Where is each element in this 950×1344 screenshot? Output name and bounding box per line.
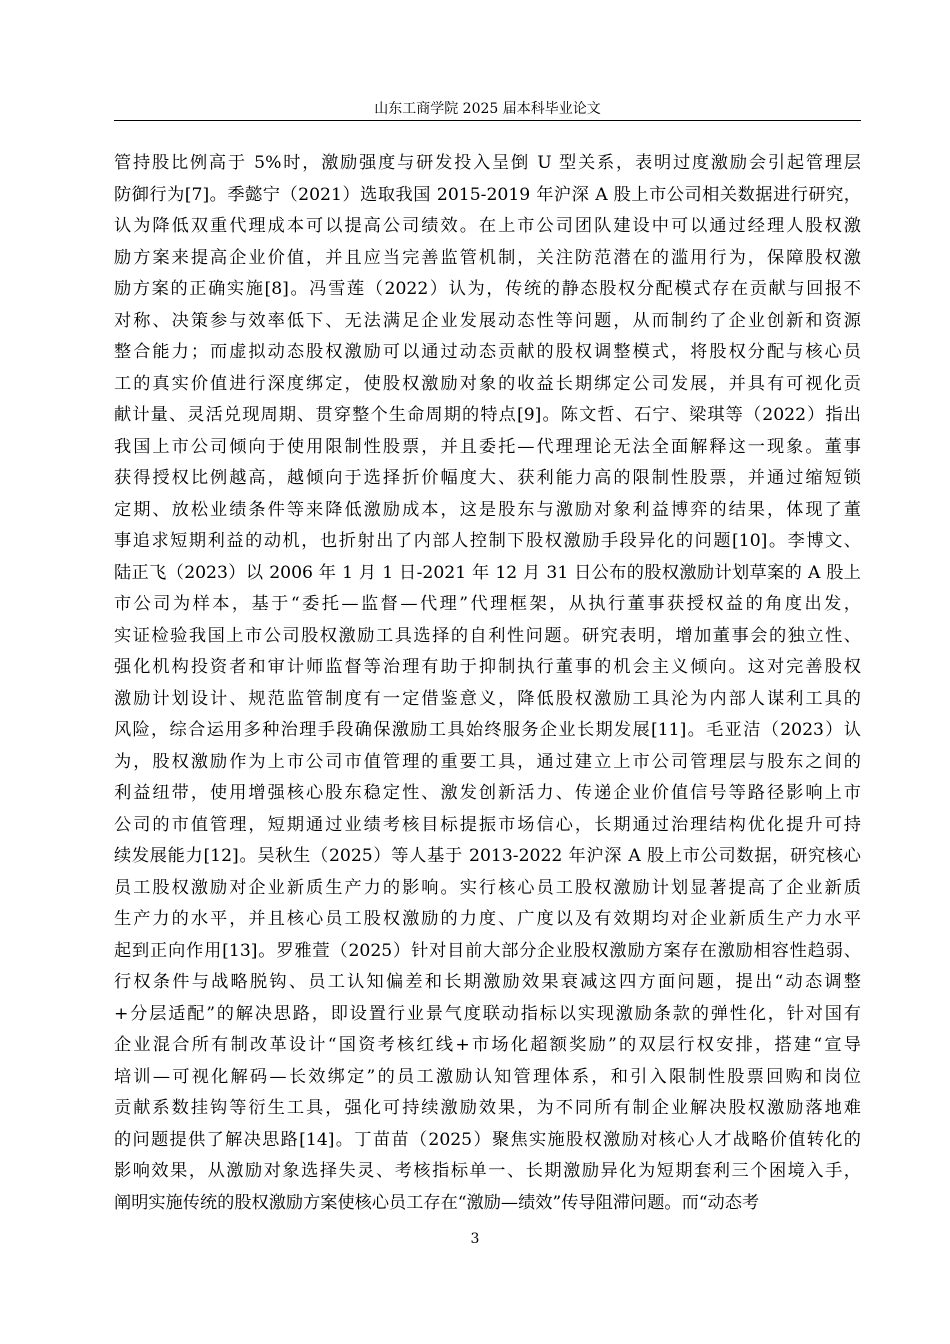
body-line: 实证检验我国上市公司股权激励工具选择的自利性问题。研究表明，增加董事会的独立性、 [114,625,861,646]
body-line: 对称、决策参与效率低下、无法满足企业发展动态性等问题，从而制约了企业创新和资源 [114,310,861,331]
body-line: 获得授权比例越高，越倾向于选择折价幅度大、获利能力高的限制性股票，并通过缩短锁 [114,468,861,488]
body-line: 起到正向作用[13]。罗雅萱（2025）针对目前大部分企业股权激励方案存在激励相容性趋弱、 [114,940,861,961]
page-number: 3 [470,1231,480,1247]
body-line: 公司的市值管理，短期通过业绩考核目标提振市场信心，长期通过治理结构优化提升可持 [114,814,861,835]
body-line: 事追求短期利益的动机，也折射出了内部人控制下股权激励手段异化的问题[10]。李博文、 [114,531,861,551]
body-line: 强化机构投资者和审计师监督等治理有助于抑制执行董事的机会主义倾向。这对完善股权 [114,657,861,677]
body-line: 培训—可视化解码—长效绑定”的员工激励认知管理体系，和引入限制性股票回购和岗位 [114,1066,861,1087]
body-line: 行权条件与战略脱钩、员工认知偏差和长期激励效果衰减这四方面问题，提出“动态调整 [114,972,861,992]
body-line: 励方案来提高企业价值，并且应当完善监管机制，关注防范潜在的滥用行为，保障股权激 [114,247,861,268]
body-line: +分层适配”的解决思路，即设置行业景气度联动指标以实现激励条款的弹性化，针对国有 [114,1003,861,1024]
page-header: 山东工商学院 2025 届本科毕业论文 [374,101,601,117]
body-line: 我国上市公司倾向于使用限制性股票，并且委托—代理理论无法全面解释这一现象。董事 [114,436,861,457]
body-line: 贡献系数挂钩等衍生工具，强化可持续激励效果，为不同所有制企业解决股权激励落地难 [114,1098,861,1118]
body-line: 续发展能力[12]。吴秋生（2025）等人基于 2013-2022 年沪深 A 股上市公司数据，研究核心 [114,846,861,866]
body-line: 认为降低双重代理成本可以提高公司绩效。在上市公司团队建设中可以通过经理人股权激 [114,216,861,236]
body-line: 的问题提供了解决思路[14]。丁苗苗（2025）聚焦实施股权激励对核心人才战略价值转化的 [114,1129,861,1150]
body-line: 市公司为样本，基于“委托—监督—代理”代理框架，从执行董事获授权益的角度出发， [114,594,861,614]
body-line: 整合能力；而虚拟动态股权激励可以通过动态贡献的股权调整模式，将股权分配与核心员 [114,342,861,362]
body-line: 生产力的水平，并且核心员工股权激励的力度、广度以及有效期均对企业新质生产力水平 [114,909,861,929]
body-line: 企业混合所有制改革设计“国资考核红线+市场化超额奖励”的双层行权安排，搭建“宣导 [114,1035,861,1055]
body-line: 员工股权激励对企业新质生产力的影响。实行核心员工股权激励计划显著提高了企业新质 [114,877,861,898]
body-line: 阐明实施传统的股权激励方案使核心员工存在“激励—绩效”传导阻滞问题。而“动态考 [114,1192,760,1213]
body-line: 定期、放松业绩条件等来降低激励成本，这是股东与激励对象利益博弈的结果，体现了董 [114,499,861,520]
body-line: 利益纽带，使用增强核心股东稳定性、激发创新活力、传递企业价值信号等路径影响上市 [114,783,861,803]
body-line: 激励计划设计、规范监管制度有一定借鉴意义，降低股权激励工具沦为内部人谋利工具的 [114,688,861,709]
body-line: 陆正飞（2023）以 2006 年 1 月 1 日-2021 年 12 月 31 日公布的股权激励计划草案的 A 股上 [114,562,861,583]
body-line: 风险，综合运用多种治理手段确保激励工具始终服务企业长期发展[11]。毛亚洁（2023）认 [114,720,861,740]
body-line: 管持股比例高于 5%时，激励强度与研发投入呈倒 U 型关系，表明过度激励会引起管理层 [114,153,861,173]
body-line: 为，股权激励作为上市公司市值管理的重要工具，通过建立上市公司管理层与股东之间的 [114,751,861,772]
header-rule [114,120,861,121]
body-line: 防御行为[7]。季懿宁（2021）选取我国 2015-2019 年沪深 A 股上市公司相关数据进行研究， [114,184,861,205]
body-text [114,148,861,1219]
body-line: 励方案的正确实施[8]。冯雪莲（2022）认为，传统的静态股权分配模式存在贡献与回报不 [114,279,861,299]
body-line: 影响效果，从激励对象选择失灵、考核指标单一、长期激励异化为短期套利三个困境入手， [114,1161,861,1181]
body-line: 献计量、灵活兑现周期、贯穿整个生命周期的特点[9]。陈文哲、石宁、梁琪等（2022）指出 [114,405,861,425]
body-line: 工的真实价值进行深度绑定，使股权激励对象的收益长期绑定公司发展，并具有可视化贡 [114,373,861,394]
